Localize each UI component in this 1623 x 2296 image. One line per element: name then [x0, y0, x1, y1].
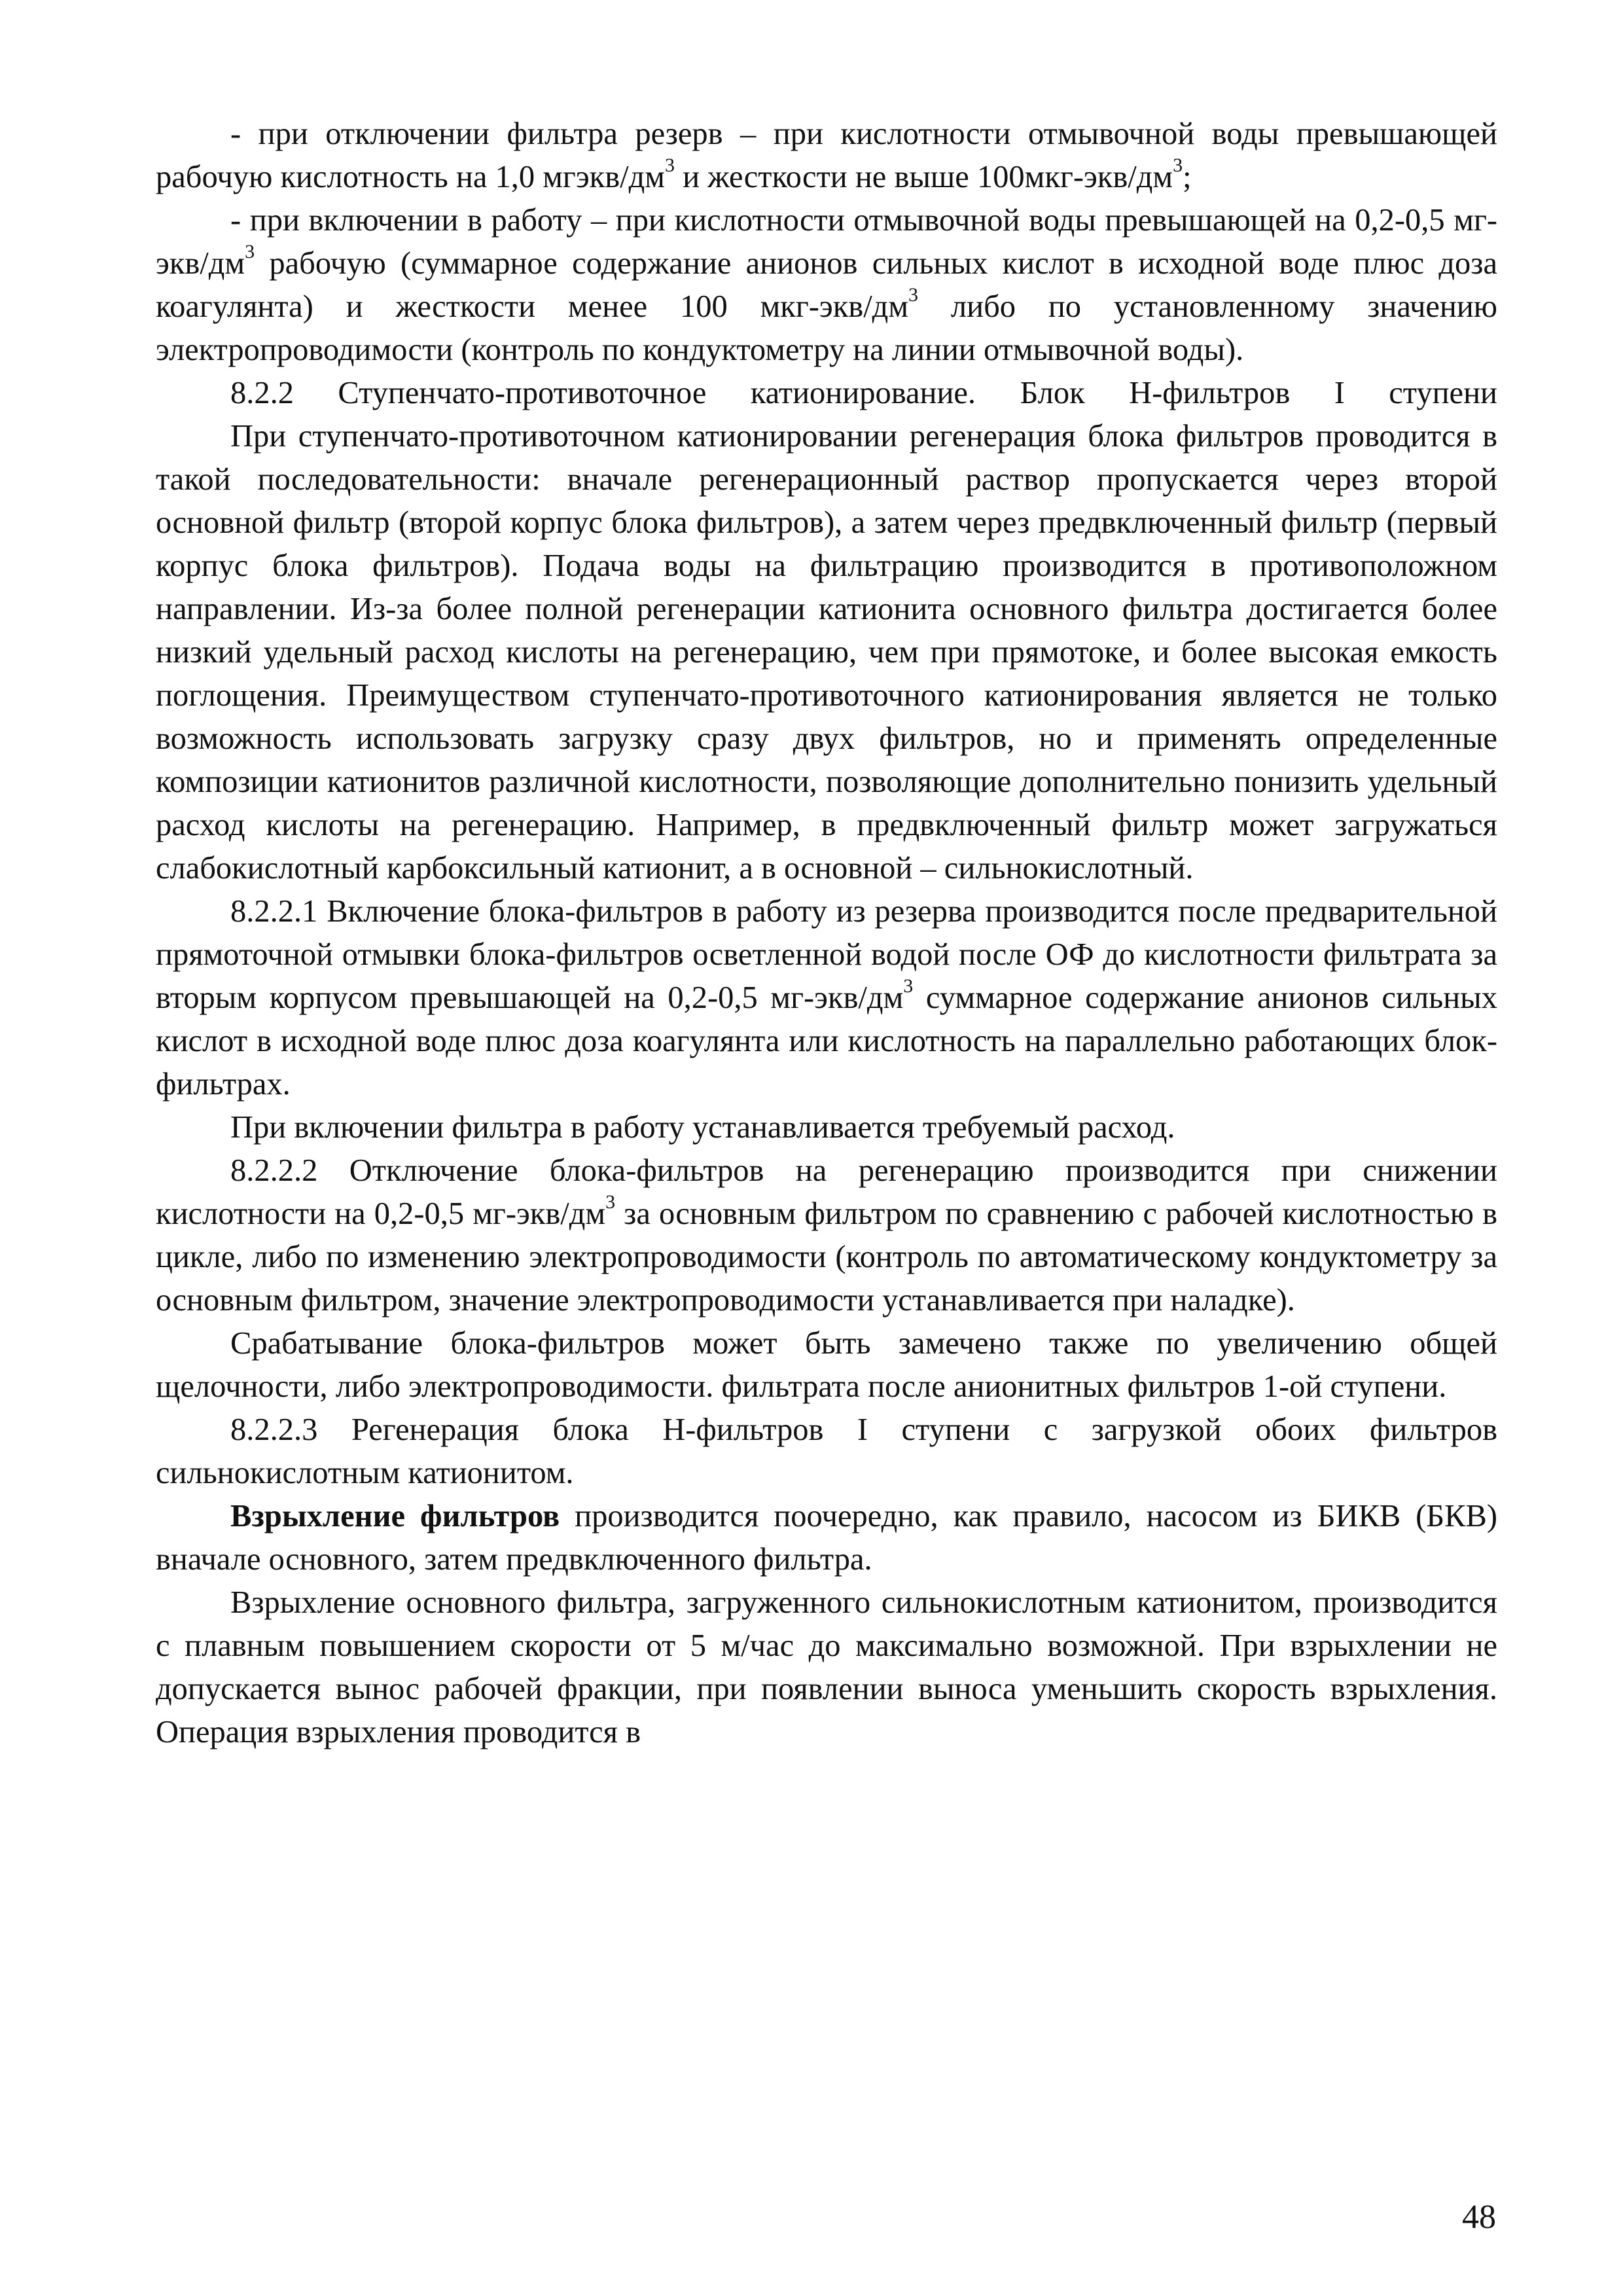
text-run: производится поочередно, как правило, насосом из БИКВ (БКВ) вначале основного, затем предвключенного фильтра. [156, 1499, 1498, 1577]
text-run: либо по установленному значению электропроводимости (контроль по кондуктометру на линии отмывочной воды). [156, 289, 1498, 367]
paragraph-filter-shutdown-criteria [156, 113, 1497, 199]
paragraph-required-flow: При включении фильтра в работу устанавливается требуемый расход. [230, 1110, 1175, 1145]
text-run: - при отключении фильтра резерв – при кислотности отмывочной воды превышающей рабочую кислотность на 1,0 мгэкв/дм [156, 117, 1497, 194]
text-run: за основным фильтром по сравнению с рабочей кислотностью в цикле, либо по изменению электропроводимости (контроль по автоматическому кондуктометру за основным фильтром, значение электропроводимости устанавливается при наладке). [156, 1196, 1497, 1318]
superscript: 3 [245, 241, 255, 262]
paragraph-countercurrent-regeneration: При ступенчато-противоточном катионировании регенерация блока фильтров проводится в такой последовательности: вначале регенерационный раствор пропускается через второй основной фильтр (второй корпус блока фильтров), а затем через предвключенный фильтр (первый корпус блока фильтров). Подача воды на фильтрацию производится в противоположном направлении. Из-за более полной регенерации катионита основного фильтра достигается более низкий удельный расход кислоты на регенерацию, чем при прямотоке, и более высокая емкость поглощения. Преимуществом ступенчато-противоточного катионирования является не только возможность использовать загрузку сразу двух фильтров, но и применять определенные композиции катионитов различной кислотности, позволяющие дополнительно понизить удельный расход кислоты на регенерацию. Например, в предвключенный фильтр может загружаться слабокислотный карбоксильный катионит, а в основной – сильнокислотный. [156, 419, 1497, 886]
page-number: 48 [1462, 2198, 1496, 2236]
paragraph-backwash-main-filter: Взрыхление основного фильтра, загруженного сильнокислотным катионитом, производится с плавным повышением скорости от 5 м/час до максимально возможной. При взрыхлении не допускается вынос рабочей фракции, при появлении выноса уменьшить скорость взрыхления. Операция взрыхления проводится в [156, 1585, 1497, 1749]
paragraph-8-2-2-1 [156, 890, 1497, 1106]
text-run: ; [1183, 160, 1192, 194]
paragraph-8-2-2-2 [156, 1149, 1497, 1322]
superscript: 3 [903, 975, 914, 997]
superscript: 3 [1173, 154, 1183, 176]
body-text [156, 113, 1497, 1754]
superscript: 3 [664, 154, 675, 176]
superscript: 3 [908, 284, 919, 306]
text-run: рабочую (суммарное содержание анионов сильных кислот в исходной воде плюс доза коагулянта) и жесткости менее 100 мкг-экв/дм [156, 246, 1497, 324]
text-run: 8.2.2.1 Включение блока-фильтров в работу из резерва производится после предварительной прямоточной отмывки блока-фильтров осветленной водой после ОФ до кислотности фильтрата за вторым корпусом превышающей на 0,2-0,5 мг-экв/дм [156, 894, 1497, 1015]
superscript: 3 [605, 1191, 616, 1213]
paragraph-breakthrough-detection: Срабатывание блока-фильтров может быть замечено также по увеличению общей щелочности, либо электропроводимости. фильтрата после анионитных фильтров 1-ой ступени. [156, 1326, 1497, 1404]
bold-term: Взрыхление фильтров [230, 1499, 560, 1534]
paragraph-backwash [156, 1495, 1497, 1581]
text-run: 8.2.2.2 Отключение блока-фильтров на регенерацию производится при снижении кислотности на 0,2-0,5 мг-экв/дм [156, 1153, 1497, 1231]
text-run: суммарное содержание анионов сильных кислот в исходной воде плюс доза коагулянта или кислотность на параллельно работающих блок-фильтрах. [156, 980, 1498, 1102]
section-heading-8-2-2: 8.2.2 Ступенчато-противоточное катионирование. Блок Н-фильтров I ступени [230, 376, 1497, 410]
text-run: и жесткости не выше 100мкг-экв/дм [674, 160, 1173, 194]
paragraph-filter-startup-criteria [156, 199, 1497, 372]
paragraph-8-2-2-3: 8.2.2.3 Регенерация блока Н-фильтров I ступени с загрузкой обоих фильтров сильнокислотным катионитом. [156, 1412, 1497, 1490]
text-run: - при включении в работу – при кислотности отмывочной воды превышающей на 0,2-0,5 мг-экв/дм [156, 203, 1497, 281]
